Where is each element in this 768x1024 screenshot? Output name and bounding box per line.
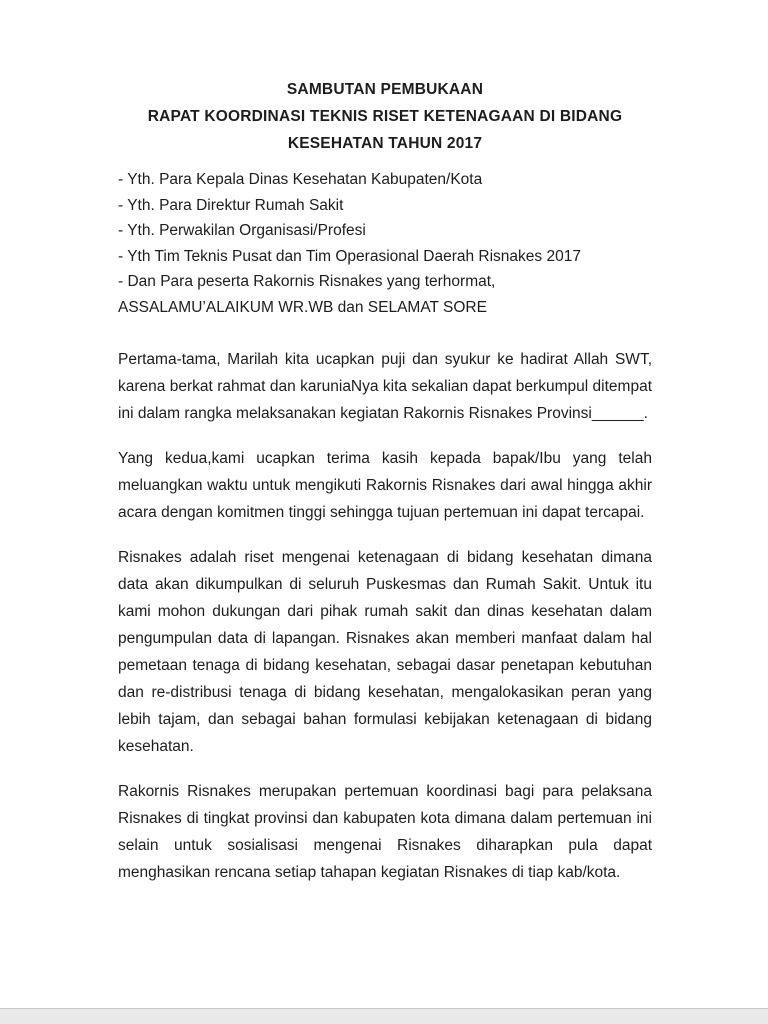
salutation-line: - Dan Para peserta Rakornis Risnakes yang terhormat, xyxy=(118,273,496,290)
title-line: KESEHATAN TAHUN 2017 xyxy=(287,135,483,152)
salutation-list xyxy=(118,167,652,320)
salutation-greeting: ASSALAMU’ALAIKUM WR.WB dan SELAMAT SORE xyxy=(118,298,487,316)
salutation-line: - Yth. Para Direktur Rumah Sakit xyxy=(118,196,344,214)
paragraph: Risnakes adalah riset mengenai ketenagaan di bidang kesehatan dimana data akan dikumpulkan di seluruh Puskesmas dan Rumah Sakit. Untuk itu kami mohon dukungan dari pihak rumah sakit dan dinas kesehatan dalam pengumpulan data di lapangan. Risnakes akan memberi manfaat dalam hal pemetaan tenaga di bidang kesehatan, sebagai dasar penetapan kebutuhan dan re-distribusi tenaga di bidang kesehatan, mengalokasikan peran yang lebih tajam, dan sebagai bahan formulasi kebijakan ketenagaan di bidang kesehatan. xyxy=(118,549,652,755)
paragraph: Rakornis Risnakes merupakan pertemuan koordinasi bagi para pelaksana Risnakes di tingkat provinsi dan kabupaten kota dimana dalam pertemuan ini selain untuk sosialisasi mengenai Risnakes diharapkan pula dapat menghasikan rencana setiap tahapan kegiatan Risnakes di tiap kab/kota. xyxy=(118,783,652,881)
salutation-line: - Yth. Perwakilan Organisasi/Profesi xyxy=(118,222,366,239)
page-break-gap xyxy=(0,1008,768,1024)
salutation-line: - Yth Tim Teknis Pusat dan Tim Operasional Daerah Risnakes 2017 xyxy=(118,247,581,265)
paragraph: Pertama-tama, Marilah kita ucapkan puji dan syukur ke hadirat Allah SWT, karena berkat rahmat dan karuniaNya kita sekalian dapat berkumpul ditempat ini dalam rangka melaksanakan kegiatan Rakornis Risnakes Provinsi______. xyxy=(118,351,652,422)
salutation-line: - Yth. Para Kepala Dinas Kesehatan Kabupaten/Kota xyxy=(118,171,483,188)
title-line: RAPAT KOORDINASI TEKNIS RISET KETENAGAAN DI BIDANG xyxy=(147,108,623,125)
document-title xyxy=(118,76,652,157)
title-line: SAMBUTAN PEMBUKAAN xyxy=(286,81,484,98)
paragraph: Yang kedua,kami ucapkan terima kasih kepada bapak/Ibu yang telah meluangkan waktu untuk mengikuti Rakornis Risnakes dari awal hingga akhir acara dengan komitmen tinggi sehingga tujuan pertemuan ini dapat tercapai. xyxy=(118,450,652,521)
document-body xyxy=(118,346,652,886)
